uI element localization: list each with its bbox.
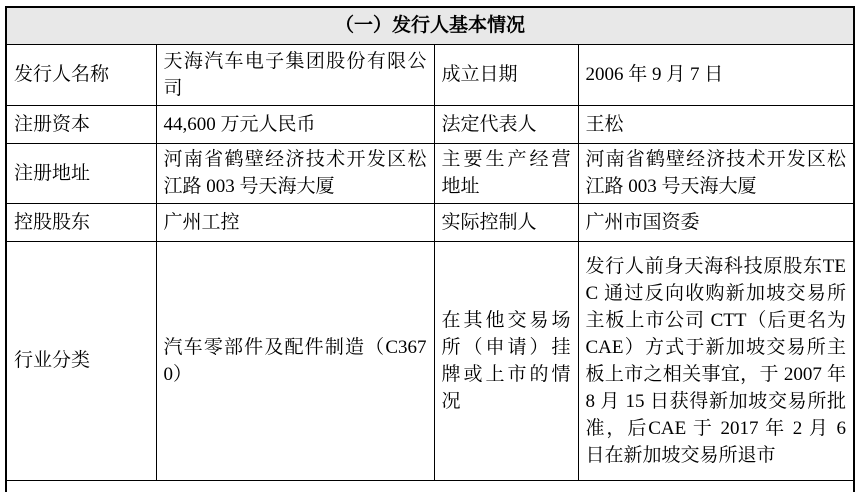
table-row xyxy=(6,241,854,480)
row-value: 王松 xyxy=(578,105,854,143)
row-label: 发行人名称 xyxy=(6,44,156,105)
table-row xyxy=(6,203,854,241)
row-value: 天海汽车电子集团股份有限公司 xyxy=(156,44,434,105)
row-value: 广州市国资委 xyxy=(578,203,854,241)
row-label: 法定代表人 xyxy=(434,105,578,143)
row-value: 2006 年 9 月 7 日 xyxy=(578,44,854,105)
row-label: 控股股东 xyxy=(6,203,156,241)
section-title: （一）发行人基本情况 xyxy=(6,7,854,44)
row-value: 广州工控 xyxy=(156,203,434,241)
table-row xyxy=(6,143,854,203)
row-label: 实际控制人 xyxy=(434,203,578,241)
row-value: 河南省鹤壁经济技术开发区松江路 003 号天海大厦 xyxy=(156,143,434,203)
table-row xyxy=(6,105,854,143)
row-label: 成立日期 xyxy=(434,44,578,105)
row-label: 行业分类 xyxy=(6,241,156,480)
row-value: 汽车零部件及配件制造（C3670） xyxy=(156,241,434,480)
row-label: 在其他交易场所（申请）挂牌或上市的情况 xyxy=(434,241,578,480)
row-value: 发行人前身天海科技原股东TEC 通过反向收购新加坡交易所主板上市公司 CTT（后更名为 CAE）方式于新加坡交易所主板上市之相关事宜，于 2007 年 8 月 15 日获得新加坡交易所批准，后CAE 于 2017 年 2 月 6 日在新加坡交易所退市 xyxy=(578,241,854,480)
table-row xyxy=(6,44,854,105)
row-label: 注册地址 xyxy=(6,143,156,203)
table-row-partial xyxy=(6,480,854,492)
row-value: 44,600 万元人民币 xyxy=(156,105,434,143)
row-label: 主要生产经营地址 xyxy=(434,143,578,203)
row-value: 河南省鹤壁经济技术开发区松江路 003 号天海大厦 xyxy=(578,143,854,203)
row-label: 注册资本 xyxy=(6,105,156,143)
issuer-basic-info-table xyxy=(5,6,855,492)
next-row-cutoff xyxy=(6,480,854,492)
section-title-row xyxy=(6,7,854,44)
